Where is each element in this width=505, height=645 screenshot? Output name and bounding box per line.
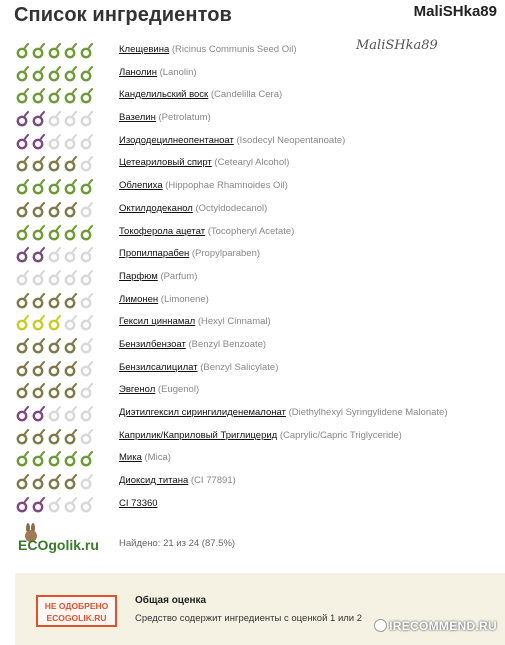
rating-drop-icon — [31, 406, 46, 422]
ingredient-row — [0, 404, 505, 427]
overall-title: Общая оценка — [135, 595, 207, 606]
ingredient-link[interactable]: Бензилсалицилат — [119, 361, 198, 373]
rating-drop-icon — [31, 474, 46, 490]
username: MaliSHka89 — [413, 3, 497, 20]
rating-drop-icon — [79, 156, 94, 172]
ingredient-link[interactable]: Диоксид титана — [119, 475, 189, 487]
rating-drop-icon — [63, 270, 78, 286]
page-title: Список ингредиентов — [14, 4, 232, 26]
ingredient-latin-name: (Limonene) — [160, 293, 209, 305]
ingredient-list — [0, 41, 505, 517]
rating-dots — [15, 383, 95, 399]
rating-drop-icon — [63, 111, 78, 127]
rating-drop-icon — [47, 134, 62, 150]
rating-drop-icon — [15, 134, 30, 150]
rating-drop-icon — [15, 156, 30, 172]
ingredient-latin-name: (Propylparaben) — [191, 248, 261, 260]
ingredient-row — [0, 132, 505, 155]
ingredient-link[interactable]: Гексил циннамал — [119, 316, 196, 328]
ingredient-row — [0, 268, 505, 291]
rating-drop-icon — [31, 383, 46, 399]
rating-dots — [15, 225, 95, 241]
rating-dots — [15, 429, 95, 445]
rating-drop-icon — [47, 451, 62, 467]
ingredient-name — [119, 112, 211, 123]
rating-drop-icon — [47, 66, 62, 82]
ingredient-latin-name: (Diethylhexyl Syringylidene Malonate) — [288, 407, 448, 418]
ingredient-name — [119, 44, 296, 55]
ingredient-latin-name: (CI 77891) — [190, 475, 236, 487]
rating-drop-icon — [63, 202, 78, 218]
ingredient-link[interactable]: Парфюм — [119, 270, 158, 282]
rating-drop-icon — [79, 451, 94, 467]
ingredient-row — [0, 245, 505, 268]
ingredient-row — [0, 86, 505, 109]
rating-drop-icon — [63, 338, 78, 354]
ingredient-latin-name: (Cetearyl Alcohol) — [214, 157, 290, 169]
ingredient-link[interactable]: Эвгенол — [119, 384, 156, 396]
ingredient-latin-name: (Parfum) — [160, 270, 198, 282]
rating-drop-icon — [63, 315, 78, 331]
rating-dots — [15, 406, 95, 422]
ingredient-name — [119, 430, 402, 441]
ingredient-row — [0, 154, 505, 177]
ingredient-latin-name: (Tocopheryl Acetate) — [207, 225, 295, 237]
ingredient-row — [0, 177, 505, 200]
rating-drop-icon — [15, 361, 30, 377]
rating-drop-icon — [47, 179, 62, 195]
ingredient-row — [0, 109, 505, 132]
ingredient-link[interactable]: Цетеариловый спирт — [119, 157, 212, 169]
rating-drop-icon — [79, 179, 94, 195]
rating-drop-icon — [63, 383, 78, 399]
ingredient-latin-name: (Hexyl Cinnamal) — [197, 316, 271, 328]
rating-dots — [15, 361, 95, 377]
ingredient-row — [0, 64, 505, 87]
ingredient-link[interactable]: Облепиха — [119, 180, 163, 192]
ingredient-row — [0, 427, 505, 450]
ingredient-link[interactable]: Клещевина — [119, 44, 170, 55]
rating-dots — [15, 111, 95, 127]
ingredient-name — [119, 226, 294, 237]
ingredient-row — [0, 359, 505, 382]
rating-drop-icon — [79, 66, 94, 82]
rating-drop-icon — [63, 247, 78, 263]
rating-drop-icon — [79, 293, 94, 309]
ingredient-row — [0, 449, 505, 472]
rating-drop-icon — [47, 497, 62, 513]
ingredient-name — [119, 339, 266, 350]
rating-drop-icon — [15, 451, 30, 467]
ingredient-link[interactable]: Мика — [119, 452, 142, 464]
ingredient-row — [0, 200, 505, 223]
handwritten-signature: MaliSHka89 — [356, 38, 438, 53]
rating-drop-icon — [47, 247, 62, 263]
ingredient-row — [0, 381, 505, 404]
ingredient-row — [0, 313, 505, 336]
ingredient-row — [0, 291, 505, 314]
rating-drop-icon — [15, 497, 30, 513]
rating-drop-icon — [47, 88, 62, 104]
rating-dots — [15, 202, 95, 218]
rating-dots — [15, 247, 95, 263]
rating-drop-icon — [15, 43, 30, 59]
rating-drop-icon — [63, 88, 78, 104]
rating-drop-icon — [63, 43, 78, 59]
found-count: Найдено: 21 из 24 (87.5%) — [119, 538, 236, 549]
rating-drop-icon — [63, 293, 78, 309]
ingredient-latin-name: (Candelilla Cera) — [210, 89, 283, 101]
rating-drop-icon — [47, 156, 62, 172]
rating-drop-icon — [79, 361, 94, 377]
rating-drop-icon — [63, 156, 78, 172]
ingredient-row — [0, 223, 505, 246]
ingredient-link[interactable]: Бензилбензоат — [119, 338, 186, 350]
badge-line2: ECOGOLIK.RU — [46, 613, 107, 623]
ingredient-row — [0, 41, 505, 64]
rating-drop-icon — [15, 111, 30, 127]
rating-drop-icon — [15, 383, 30, 399]
rating-drop-icon — [79, 429, 94, 445]
ingredient-link[interactable]: Ланолин — [119, 66, 157, 78]
rating-dots — [15, 497, 95, 513]
rating-drop-icon — [47, 225, 62, 241]
rating-drop-icon — [31, 361, 46, 377]
rating-drop-icon — [15, 429, 30, 445]
rating-drop-icon — [47, 361, 62, 377]
rating-dots — [15, 179, 95, 195]
rating-dots — [15, 88, 95, 104]
rating-drop-icon — [31, 225, 46, 241]
rating-drop-icon — [47, 429, 62, 445]
ingredient-latin-name: (Octyldodecanol) — [195, 202, 268, 214]
rating-drop-icon — [31, 247, 46, 263]
ingredient-link[interactable]: Лимонен — [119, 293, 159, 305]
ingredient-latin-name: (Ricinus Communis Seed Oil) — [171, 44, 297, 55]
rating-drop-icon — [47, 474, 62, 490]
rating-dots — [15, 338, 95, 354]
rating-drop-icon — [47, 338, 62, 354]
rating-drop-icon — [31, 429, 46, 445]
rating-dots — [15, 43, 95, 59]
rating-drop-icon — [79, 43, 94, 59]
ingredient-name — [119, 203, 267, 214]
rating-dots — [15, 156, 95, 172]
rating-drop-icon — [15, 406, 30, 422]
rating-drop-icon — [63, 429, 78, 445]
rating-drop-icon — [47, 43, 62, 59]
rating-drop-icon — [31, 66, 46, 82]
rating-drop-icon — [79, 338, 94, 354]
ingredient-name — [119, 271, 197, 282]
ingredient-name — [119, 157, 289, 168]
rating-drop-icon — [31, 338, 46, 354]
ingredient-latin-name: (Benzyl Benzoate) — [188, 338, 267, 350]
rating-dots — [15, 451, 95, 467]
rating-dots — [15, 474, 95, 490]
rating-drop-icon — [15, 88, 30, 104]
rating-drop-icon — [79, 474, 94, 490]
rating-drop-icon — [79, 88, 94, 104]
ingredient-name — [119, 294, 209, 305]
overall-text: Средство содержит ингредиенты с оценкой 1 или 2 — [135, 613, 363, 624]
rating-drop-icon — [63, 406, 78, 422]
badge-line1: НЕ ОДОБРЕНО — [44, 601, 109, 611]
ingredient-link[interactable]: Вазелин — [119, 112, 156, 124]
ingredient-name — [119, 135, 345, 146]
rating-drop-icon — [31, 202, 46, 218]
ingredient-latin-name: (Benzyl Salicylate) — [200, 361, 279, 373]
rating-drop-icon — [79, 225, 94, 241]
rating-drop-icon — [31, 451, 46, 467]
rating-drop-icon — [31, 134, 46, 150]
ingredient-link[interactable]: Пропилпарабен — [119, 248, 190, 260]
ingredient-name — [119, 67, 197, 78]
ingredient-latin-name: (Lanolin) — [159, 66, 197, 78]
ingredient-name — [119, 452, 171, 463]
rating-drop-icon — [31, 156, 46, 172]
rating-drop-icon — [63, 66, 78, 82]
ingredient-link[interactable]: Каприлик/Каприловый Триглицерид — [119, 429, 278, 441]
rating-drop-icon — [47, 315, 62, 331]
ingredient-link[interactable]: Токоферола ацетат — [119, 225, 206, 237]
ingredient-name — [119, 180, 288, 191]
rating-drop-icon — [15, 66, 30, 82]
rating-drop-icon — [31, 293, 46, 309]
watermark — [374, 619, 497, 633]
rating-drop-icon — [15, 338, 30, 354]
rating-drop-icon — [31, 497, 46, 513]
rating-dots — [15, 293, 95, 309]
ingredient-latin-name: (Mica) — [144, 452, 171, 464]
rating-drop-icon — [47, 270, 62, 286]
rating-drop-icon — [63, 451, 78, 467]
ingredient-latin-name: (Hippophae Rhamnoides Oil) — [165, 180, 288, 192]
ingredient-row — [0, 472, 505, 495]
rating-drop-icon — [79, 134, 94, 150]
rating-drop-icon — [47, 406, 62, 422]
rating-drop-icon — [47, 202, 62, 218]
ingredient-latin-name: (Caprylic/Capric Triglyceride) — [279, 429, 402, 441]
ingredient-name — [119, 498, 158, 509]
rating-drop-icon — [15, 225, 30, 241]
rating-drop-icon — [79, 383, 94, 399]
rating-drop-icon — [79, 270, 94, 286]
rating-drop-icon — [63, 179, 78, 195]
rating-drop-icon — [79, 497, 94, 513]
ingredient-name — [119, 407, 448, 418]
rating-drop-icon — [15, 179, 30, 195]
ingredient-link[interactable]: Диэтилгексил сирингилиденемалонат — [119, 407, 286, 418]
rating-drop-icon — [31, 315, 46, 331]
ingredient-link[interactable]: Октилдодеканол — [119, 202, 193, 214]
rating-drop-icon — [15, 247, 30, 263]
rating-drop-icon — [31, 111, 46, 127]
rating-drop-icon — [79, 315, 94, 331]
rating-drop-icon — [79, 202, 94, 218]
logo-text: ECOgolik.ru — [18, 537, 99, 553]
rating-drop-icon — [47, 383, 62, 399]
ingredient-name — [119, 89, 282, 100]
ingredient-name — [119, 248, 260, 259]
ingredient-link[interactable]: CI 73360 — [119, 497, 158, 509]
rating-drop-icon — [79, 406, 94, 422]
rating-drop-icon — [63, 474, 78, 490]
not-approved-badge — [36, 595, 117, 627]
rating-drop-icon — [31, 270, 46, 286]
ingredient-latin-name: (Isodecyl Neopentanoate) — [236, 134, 346, 146]
rating-drop-icon — [15, 270, 30, 286]
ingredient-name — [119, 475, 236, 486]
rating-dots — [15, 66, 95, 82]
ingredient-name — [119, 384, 199, 395]
rating-drop-icon — [15, 474, 30, 490]
rating-drop-icon — [47, 293, 62, 309]
rating-drop-icon — [15, 315, 30, 331]
irecommend-icon — [374, 619, 387, 632]
ingredient-name — [119, 362, 278, 373]
rating-drop-icon — [47, 111, 62, 127]
overall-rating-panel — [15, 573, 505, 645]
ingredient-latin-name: (Eugenol) — [157, 384, 200, 396]
ingredient-link[interactable]: Изододецилнеопентаноат — [119, 134, 234, 146]
rating-dots — [15, 270, 95, 286]
rating-dots — [15, 315, 95, 331]
ecogolik-logo — [14, 522, 114, 562]
rating-drop-icon — [79, 247, 94, 263]
rating-drop-icon — [31, 43, 46, 59]
rating-drop-icon — [15, 293, 30, 309]
ingredient-row — [0, 495, 505, 518]
ingredient-latin-name: (Petrolatum) — [158, 112, 211, 124]
rating-drop-icon — [63, 134, 78, 150]
rating-drop-icon — [15, 202, 30, 218]
rating-drop-icon — [63, 361, 78, 377]
ingredient-name — [119, 316, 271, 327]
rating-drop-icon — [79, 111, 94, 127]
ingredient-link[interactable]: Канделильский воск — [119, 89, 209, 101]
rating-drop-icon — [63, 225, 78, 241]
ingredient-row — [0, 336, 505, 359]
rating-drop-icon — [31, 88, 46, 104]
rating-drop-icon — [31, 179, 46, 195]
watermark-text: IRECOMMEND.RU — [389, 619, 497, 633]
rating-dots — [15, 134, 95, 150]
rating-drop-icon — [63, 497, 78, 513]
